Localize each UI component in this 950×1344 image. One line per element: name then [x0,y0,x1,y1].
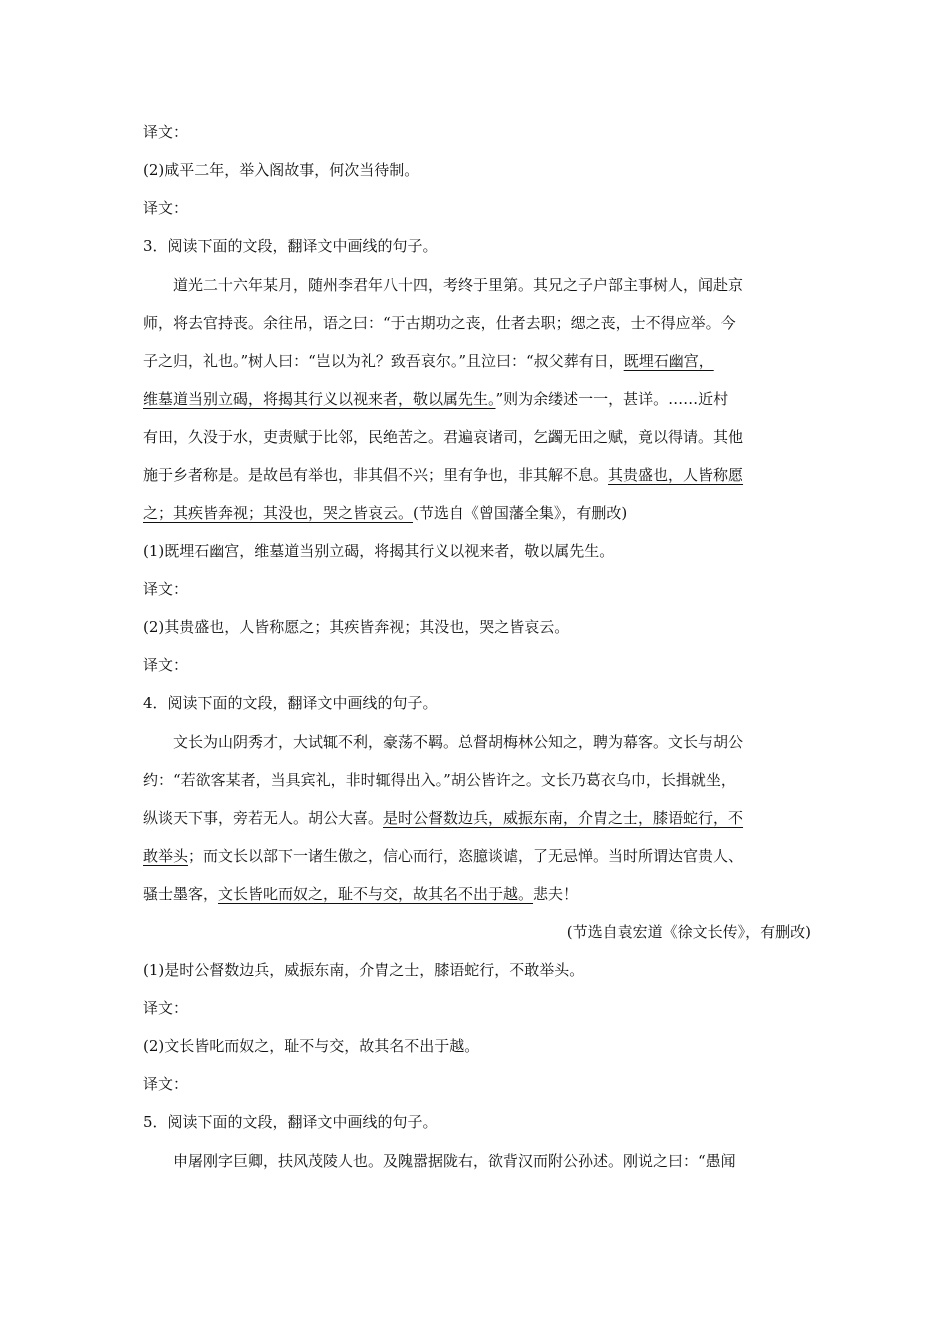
passage-line [143,380,811,418]
passage-line: 文长为山阴秀才，大试辄不利，豪荡不羁。总督胡梅林公知之，聘为幕客。文长与胡公 [173,733,744,751]
sub-question: (1)既埋石幽宫，维墓道当别立碣，将揭其行义以视来者，敬以属先生。 [143,542,615,560]
underlined-sentence: 敢举头 [143,847,189,865]
sub-question: (1)是时公督数边兵，威振东南，介胄之士，膝语蛇行，不敢举头。 [143,961,585,979]
passage-text: 施于乡者称是。是故邑有举也，非其倡不兴；里有争也，非其解不息。 [143,466,609,484]
passage-line: 有田，久没于水，吏责赋于比邻，民绝苦之。君遍哀诸司，乞蠲无田之赋，竟以得请。其他 [143,428,744,446]
translation-label: 译文： [143,123,189,141]
underlined-sentence: 是时公督数边兵，威振东南，介胄之士，膝语蛇行，不 [383,809,744,827]
underlined-sentence: 维墓道当别立碣，将揭其行义以视来者，敬以属先生。 [143,390,496,408]
passage-text: 悲夫！ [533,885,579,903]
passage-line: 申屠刚字巨卿，扶风茂陵人也。及隗嚣据陇右，欲背汉而附公孙述。刚说之曰：“愚闻 [173,1152,736,1170]
passage [143,723,811,951]
underlined-sentence: 文长皆叱而奴之，耻不与交，故其名不出于越。 [218,885,534,903]
passage-text: ；而文长以部下一诸生傲之，信心而行，恣臆谈谑，了无忌惮。当时所谓达官贵人、 [188,847,744,865]
translation-label: 译文： [143,199,189,217]
passage-line: 约：“若欲客某者，当具宾礼，非时辄得出入。”胡公皆许之。文长乃葛衣乌巾，长揖就坐， [143,771,736,789]
translation-label: 译文： [143,656,189,674]
underlined-sentence: 既埋石幽宫， [623,352,714,370]
passage-line [143,837,811,875]
passage-line: 道光二十六年某月，随州李君年八十四，考终于里第。其兄之子户部主事树人，闻赴京 [173,276,744,294]
translation-label: 译文： [143,1075,189,1093]
underlined-sentence: 其贵盛也，人皆称愿 [608,466,744,484]
passage-line [143,799,811,837]
sub-question: (2)文长皆叱而奴之，耻不与交，故其名不出于越。 [143,1037,480,1055]
passage-line [143,456,811,494]
passage-text: 骚士墨客， [143,885,219,903]
sub-question: (2)其贵盛也，人皆称愿之；其疾皆奔视；其没也，哭之皆哀云。 [143,618,570,636]
passage-line: 师，将去官持丧。余往吊，语之曰：“于古期功之丧，仕者去职；缌之丧，士不得应举。今 [143,314,736,332]
document-page [143,123,811,1180]
translation-label: 译文： [143,999,189,1017]
passage-text: 纵谈天下事，旁若无人。胡公大喜。 [143,809,384,827]
underlined-sentence: 之；其疾皆奔视；其没也，哭之皆哀云。 [143,504,414,522]
question-heading: 3．阅读下面的文段，翻译文中画线的句子。 [143,237,438,255]
passage-text: ”则为余缕述一一，甚详。……近村 [495,390,729,408]
passage [143,1142,811,1180]
passage-text: 子之归，礼也。”树人曰：“岂以为礼？致吾哀尔。”且泣曰：“叔父葬有日， [143,352,624,370]
question-heading: 5．阅读下面的文段，翻译文中画线的句子。 [143,1113,438,1131]
passage [143,266,811,532]
source-citation: (节选自《曾国藩全集》，有删改) [413,504,628,522]
translation-label: 译文： [143,580,189,598]
question-heading: 4．阅读下面的文段，翻译文中画线的句子。 [143,694,438,712]
passage-line [143,875,811,913]
source-citation: (节选自袁宏道《徐文长传》，有删改) [566,923,811,941]
sub-question: (2)咸平二年，举入阁故事，何次当待制。 [143,161,420,179]
passage-line [143,494,811,532]
passage-line [143,342,811,380]
